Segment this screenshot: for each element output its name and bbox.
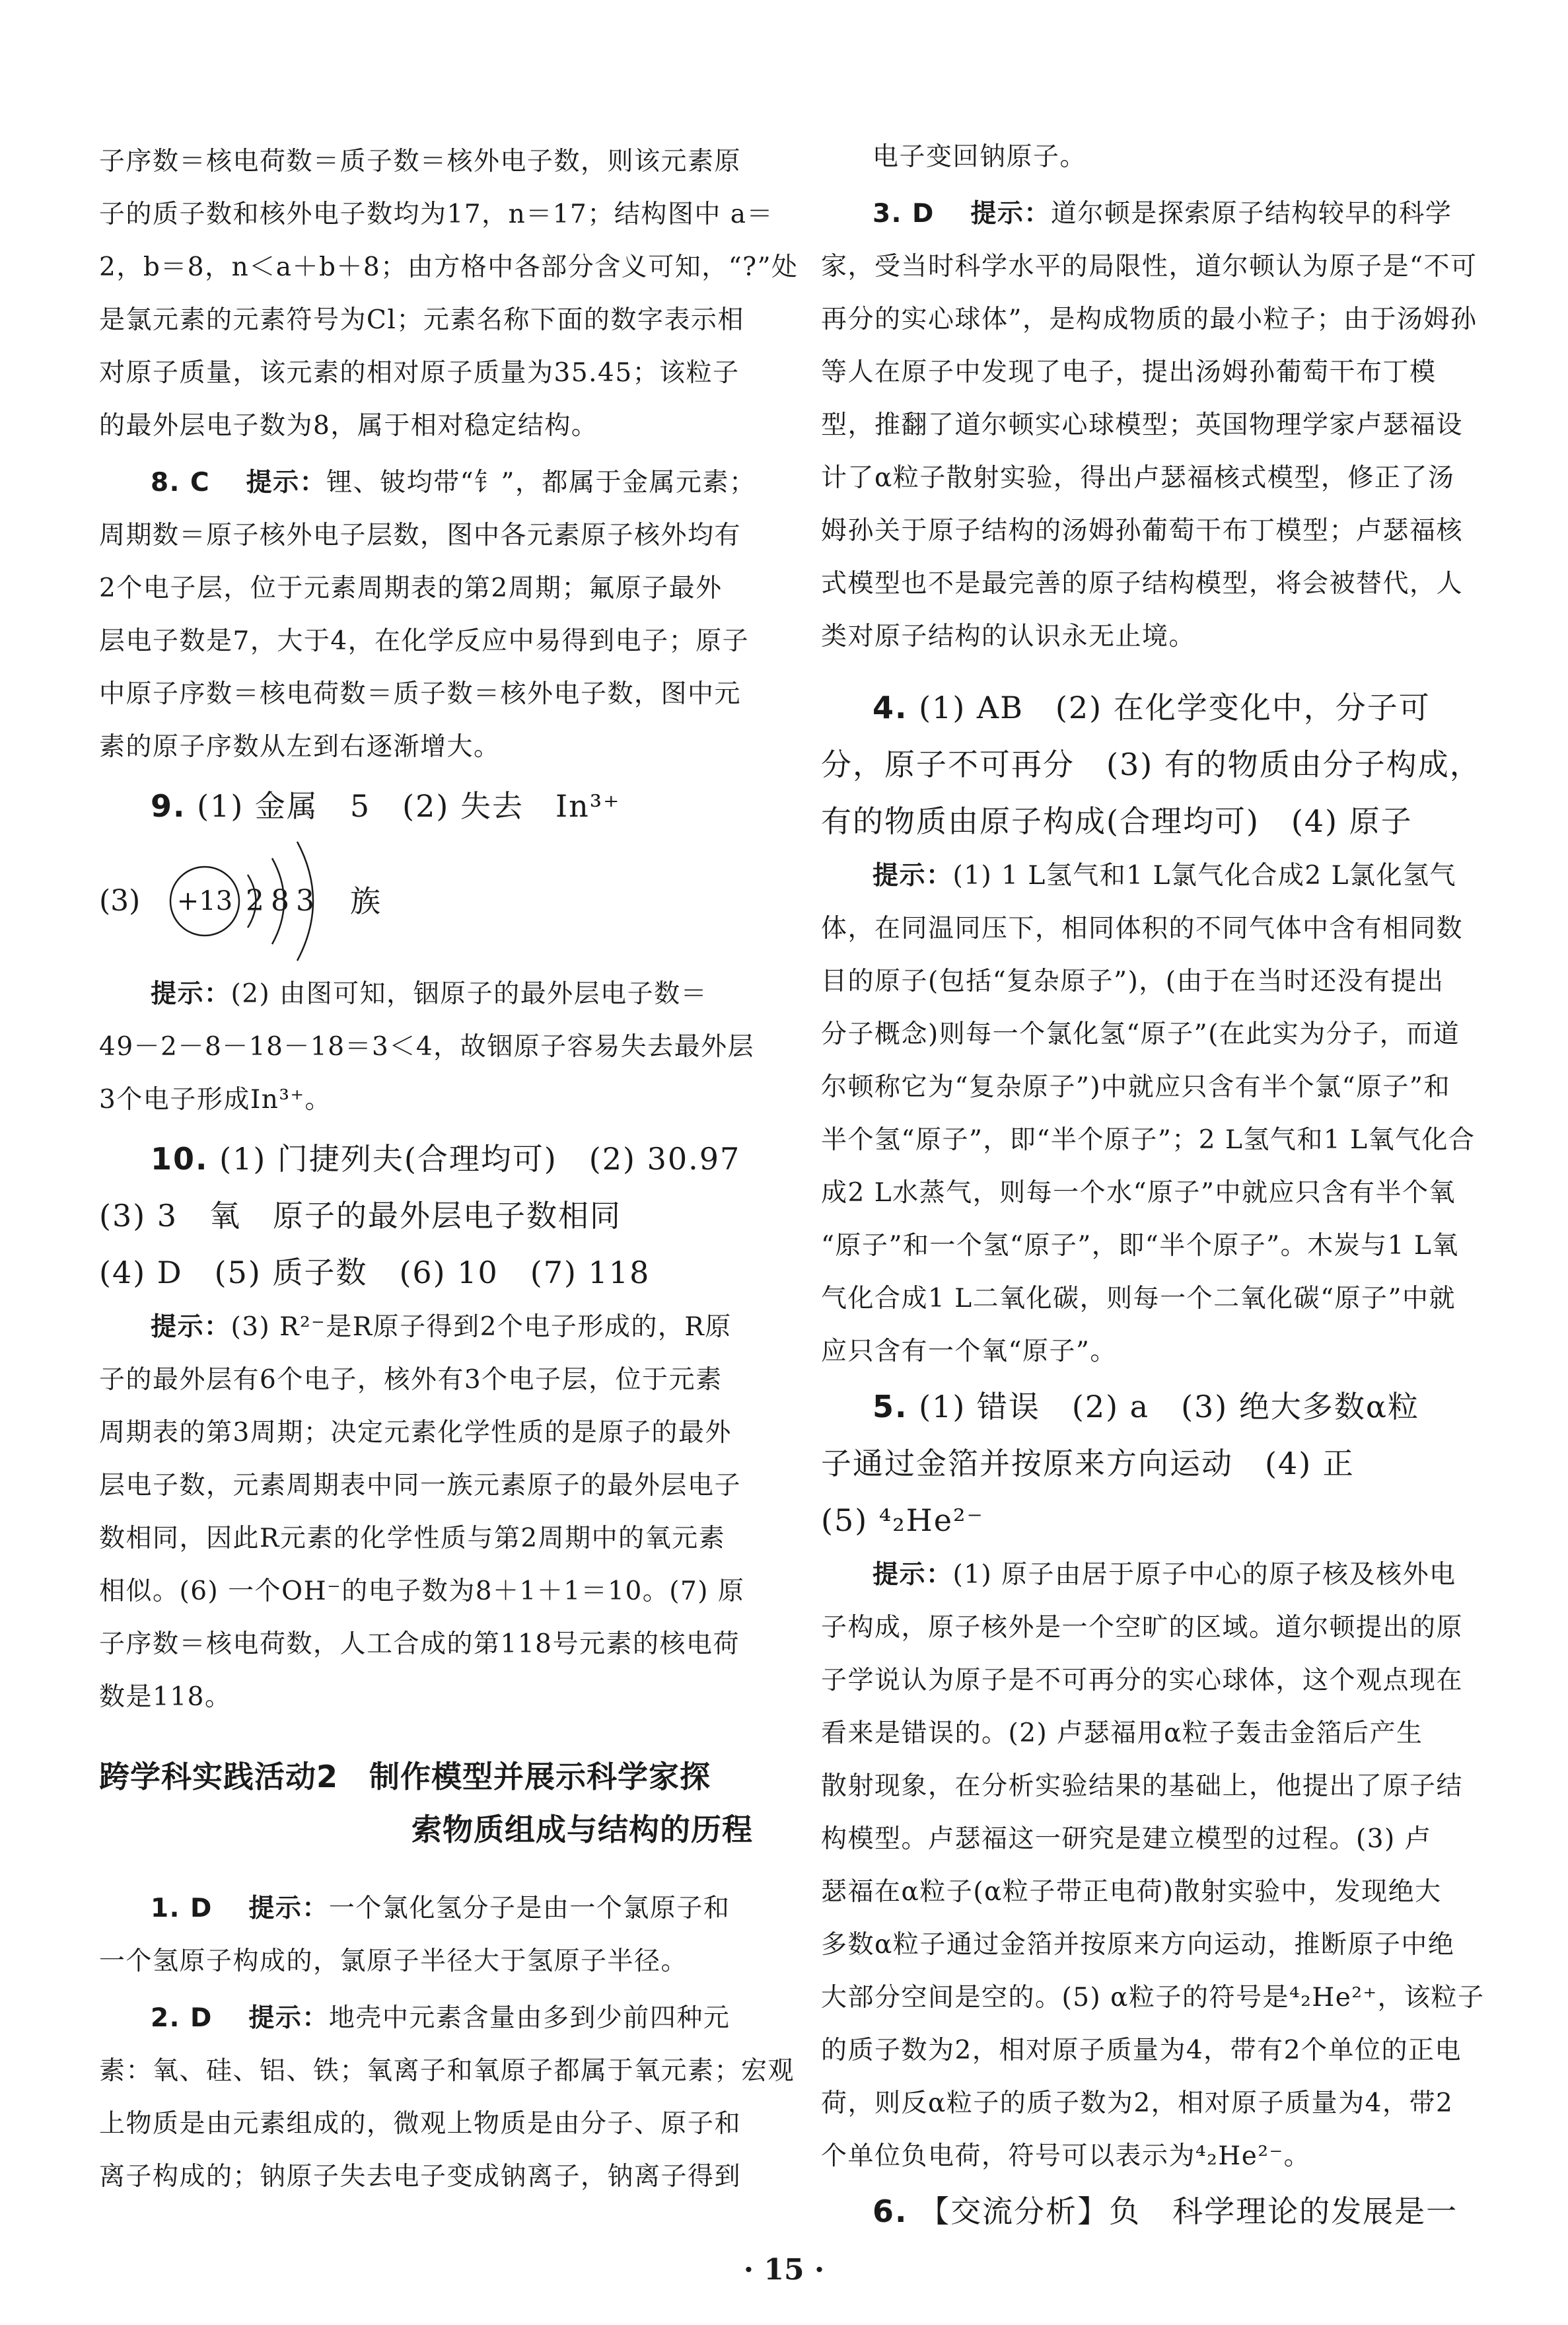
text-content: 子的质子数和核外电子数均为17，n＝17；结构图中 a＝ [99,200,774,229]
atom-suffix-label: 族 [350,883,380,919]
text-content: 2个电子层，位于元素周期表的第2周期；氟原子最外 [99,573,723,603]
page-number: · 15 · [743,2253,825,2287]
text-content: (2) 由图可知，铟原子的最外层电子数＝ [231,979,708,1009]
text-line [821,1325,1475,1378]
text-line [821,2183,1475,2240]
text-line [99,1935,753,1988]
text-content: 子学说认为原子是不可再分的实心球体，这个观点现在 [821,1666,1464,1695]
q10-block [99,1130,753,1301]
text-line [821,399,1475,452]
text-line [99,1407,753,1459]
text-content: 型，推翻了道尔顿实心球模型；英国物理学家卢瑟福设 [821,410,1464,440]
question-number: 5. [873,1389,908,1424]
text-content: 分子概念)则每一个氯化氢“原子”(在此实为分子，而道 [821,1019,1460,1049]
text-line [821,1760,1475,1813]
right-column [821,131,1485,2240]
text-content: 子的最外层有6个电子，核外有3个电子层，位于元素 [99,1365,723,1395]
text-line [821,1707,1475,1760]
hint-label: 提示： [248,2003,329,2033]
q5-hint-block [821,1549,1485,2183]
text-content: 式模型也不是最完善的原子结构模型，将会被替代，人 [821,569,1464,599]
text-content: (1) 错误 (2) a (3) 绝大多数α粒 [919,1389,1419,1424]
text-line [821,1654,1475,1707]
text-line [821,452,1475,505]
text-content: “原子”和一个氢“原子”，即“半个原子”。木炭与1 L氧 [821,1231,1459,1261]
q9-hint-block [99,968,753,1126]
text-content: 子序数＝核电荷数，人工合成的第118号元素的核电荷 [99,1629,740,1659]
text-content: 一个氯化氢分子是由一个氯原子和 [328,1894,731,1923]
text-line [99,721,753,774]
text-line [821,1813,1475,1866]
atom-shell-1-label: 2 [246,884,264,918]
atom-nucleus-label: +13 [176,886,233,916]
text-line [99,2045,795,2098]
text-content: (1) 1 L氢气和1 L氯气化合成2 L氯化氢气 [952,861,1456,891]
text-content: 周期表的第3周期；决定元素化学性质的是原子的最外 [99,1418,732,1448]
text-content: 相似。(6) 一个OH⁻的电子数为8＋1＋1＝10。(7) 原 [99,1576,745,1606]
text-content: 多数α粒子通过金箔并按原来方向运动，推断原子中绝 [821,1930,1455,1960]
p0-block [821,131,1475,184]
q4-hint-block [821,850,1475,1378]
text-line [99,294,753,347]
q2-block [99,1992,795,2203]
text-line [821,1273,1475,1325]
text-content: 2，b＝8，n＜a＋b＋8；由方格中各部分含义可知，“?”处 [99,252,799,282]
text-line [99,2098,753,2151]
text-content: 瑟福在α粒子(α粒子带正电荷)散射实验中，发现绝大 [821,1877,1442,1907]
text-content: 体，在同温同压下，相同体积的不同气体中含有相同数 [821,914,1464,943]
text-content: (1) 金属 5 (2) 失去 In³⁺ [197,788,621,824]
q10-hint-block [99,1301,753,1724]
question-number: 8. C [151,468,211,498]
text-line [821,2077,1475,2130]
text-line [821,850,1475,903]
text-content: 成2 L水蒸气，则每一个水“原子”中就应只含有半个氧 [821,1178,1456,1208]
text-line [99,241,799,294]
text-line [821,1114,1475,1167]
text-line [99,135,753,188]
q8-block [99,457,756,774]
text-line [99,1992,753,2045]
text-content: 【交流分析】负 科学理论的发展是一 [919,2194,1458,2229]
text-line [821,1866,1475,1919]
text-content: 的质子数为2，相对原子质量为4，带有2个单位的正电 [821,2036,1462,2065]
text-line [821,1008,1475,1061]
text-line [821,240,1478,293]
text-content: 电子变回钠原子。 [873,142,1087,172]
text-line [99,1750,753,1803]
text-content: 中原子序数＝核电荷数＝质子数＝核外电子数，图中元 [99,679,742,709]
text-content: 一个氢原子构成的，氯原子半径大于氢原子半径。 [99,1946,688,1976]
text-line [99,1244,753,1301]
text-line [99,1882,753,1935]
hint-label: 提示： [246,468,327,498]
text-line [99,615,753,668]
text-line [99,778,753,834]
text-line [99,1021,753,1074]
text-line [821,293,1478,346]
text-content: 素：氧、硅、铝、铁；氧离子和氧原子都属于氧元素；宏观 [99,2056,795,2086]
text-line [99,1354,753,1407]
text-line [821,1549,1475,1602]
text-content: (4) D (5) 质子数 (6) 10 (7) 118 [99,1255,651,1290]
text-line [821,955,1475,1008]
text-line [821,736,1481,793]
q5-block [821,1378,1475,1549]
text-line [821,1378,1475,1435]
text-line [821,1435,1475,1492]
text-content: 气化合成1 L二氧化碳，则每一个二氧化碳“原子”中就 [821,1284,1456,1313]
text-content: 数是118。 [99,1682,232,1712]
text-content: 子通过金箔并按原来方向运动 (4) 正 [821,1446,1355,1481]
text-content: 的最外层电子数为8，属于相对稳定结构。 [99,411,598,441]
question-number: 4. [873,690,908,725]
question-number: 9. [151,788,186,824]
text-line [99,1803,753,1856]
q6-block [821,2183,1475,2240]
text-content: 数相同，因此R元素的化学性质与第2周期中的氧元素 [99,1524,726,1553]
text-line [99,1512,753,1565]
text-content: 看来是错误的。(2) 卢瑟福用α粒子轰击金箔后产生 [821,1718,1423,1748]
text-content: 道尔顿是探索原子结构较早的科学 [1050,199,1452,229]
q9-block [99,778,753,834]
text-content: 子构成，原子核外是一个空旷的区域。道尔顿提出的原 [821,1613,1464,1642]
text-line [99,1459,753,1512]
text-content: 有的物质由原子构成(合理均可) (4) 原子 [821,803,1413,839]
text-line [99,562,753,615]
text-content: 离子构成的；钠原子失去电子变成钠离子，钠离子得到 [99,2162,742,2192]
hint-label: 提示： [248,1894,329,1923]
text-content: 姆孙关于原子结构的汤姆孙葡萄干布丁模型；卢瑟福核 [821,516,1464,546]
text-line [821,679,1475,736]
text-content: 尔顿称它为“复杂原子”)中就应只含有半个氯“原子”和 [821,1072,1450,1102]
text-content: 再分的实心球体”，是构成物质的最小粒子；由于汤姆孙 [821,305,1478,334]
text-content: (1) 门捷列夫(合理均可) (2) 30.97 [219,1141,741,1177]
text-content: 子序数＝核电荷数＝质子数＝核外电子数，则该元素原 [99,147,742,176]
text-content: 构模型。卢瑟福这一研究是建立模型的过程。(3) 卢 [821,1824,1432,1854]
text-line [99,668,753,721]
text-line [99,1074,753,1126]
text-content: 素的原子序数从左到右逐渐增大。 [99,732,501,762]
text-content: (1) AB (2) 在化学变化中，分子可 [919,690,1431,725]
text-line [821,1919,1475,1972]
text-content: (3) 3 氧 原子的最外层电子数相同 [99,1198,622,1234]
text-line [99,2151,753,2203]
question-number: 6. [873,2194,908,2229]
text-content: 对原子质量，该元素的相对原子质量为35.45；该粒子 [99,358,740,388]
q3-block [821,188,1478,663]
text-line [99,1130,753,1187]
text-content: 半个氢“原子”，即“半个原子”；2 L氢气和1 L氧气化合 [821,1125,1476,1155]
text-line [821,793,1475,850]
q4-block [821,679,1481,850]
text-content: 索物质组成与结构的历程 [411,1812,753,1847]
text-line [821,1602,1475,1654]
text-content: 等人在原子中发现了电子，提出汤姆孙葡萄干布丁模 [821,357,1437,387]
text-content: 锂、铍均带“钅”，都属于金属元素； [326,468,756,498]
text-line [99,1187,753,1244]
text-content: 荷，则反α粒子的质子数为2，相对原子质量为4，带2 [821,2088,1454,2118]
text-content: 类对原子结构的认识永无止境。 [821,622,1196,651]
text-content: 3个电子形成In³⁺。 [99,1085,332,1115]
text-content: 49－2－8－18－18＝3＜4，故铟原子容易失去最外层 [99,1032,755,1062]
text-content: 上物质是由元素组成的，微观上物质是由分子、原子和 [99,2109,742,2139]
text-content: (5) ⁴₂He²⁻ [821,1502,984,1538]
text-line [821,2024,1475,2077]
text-line [821,610,1475,663]
hint-label: 提示： [873,861,953,891]
text-line [821,346,1475,399]
atom-shell-2-label: 8 [271,884,289,918]
p1-block [99,135,799,453]
text-content: 应只含有一个氧“原子”。 [821,1337,1117,1366]
hint-label: 提示： [151,1312,231,1342]
text-content: 分，原子不可再分 (3) 有的物质由分子构成， [821,747,1481,782]
text-content: 家，受当时科学水平的局限性，道尔顿认为原子是“不可 [821,252,1478,281]
text-content: 散射现象，在分析实验结果的基础上，他提出了原子结 [821,1771,1464,1801]
text-line [821,1972,1485,2024]
text-content: 层电子数是7，大于4，在化学反应中易得到电子；原子 [99,626,750,656]
question-number: 10. [151,1141,209,1177]
left-column [99,135,799,2203]
text-line [99,188,774,241]
text-line [821,903,1475,955]
hint-label: 提示： [970,199,1051,229]
question-number: 3. D [873,199,935,229]
text-line [821,2130,1475,2183]
atom-prefix-label: (3) [99,884,141,918]
atom-shell-3-label: 3 [296,884,314,918]
text-line [99,1671,753,1724]
text-line [821,1061,1475,1114]
text-content: 目的原子(包括“复杂原子”)，(由于在当时还没有提出 [821,967,1444,996]
hint-label: 提示： [873,1560,953,1590]
text-line [99,400,753,453]
text-line [99,457,756,509]
text-line [821,558,1475,610]
text-line [99,968,753,1021]
text-content: 大部分空间是空的。(5) α粒子的符号是⁴₂He²⁺，该粒子 [821,1983,1485,2012]
text-content: 周期数＝原子核外电子层数，图中各元素原子核外均有 [99,521,742,550]
text-line [821,1167,1475,1220]
text-line [99,347,753,400]
text-line [821,505,1475,558]
text-line [99,1618,753,1671]
text-line [821,1492,1475,1549]
question-number: 2. D [151,2003,213,2033]
q1-block [99,1882,753,1988]
heading-block [99,1750,753,1856]
text-line [821,1220,1475,1273]
question-number: 1. D [151,1894,213,1923]
atom-structure-diagram [99,838,753,964]
text-line [99,1565,753,1618]
text-content: 跨学科实践活动2 制作模型并展示科学家探 [99,1759,711,1794]
text-content: 是氯元素的元素符号为Cl；元素名称下面的数字表示相 [99,305,744,335]
text-line [99,1301,753,1354]
text-line [99,509,753,562]
text-line [821,131,1475,184]
text-content: (1) 原子由居于原子中心的原子核及核外电 [952,1560,1456,1590]
hint-label: 提示： [151,979,231,1009]
text-content: (3) R²⁻是R原子得到2个电子形成的，R原 [231,1312,732,1342]
text-content: 个单位负电荷，符号可以表示为⁴₂He²⁻。 [821,2141,1311,2171]
text-content: 地壳中元素含量由多到少前四种元 [328,2003,731,2033]
text-content: 层电子数，元素周期表中同一族元素原子的最外层电子 [99,1471,742,1500]
text-content: 计了α粒子散射实验，得出卢瑟福核式模型，修正了汤 [821,463,1455,493]
text-line [821,188,1475,240]
